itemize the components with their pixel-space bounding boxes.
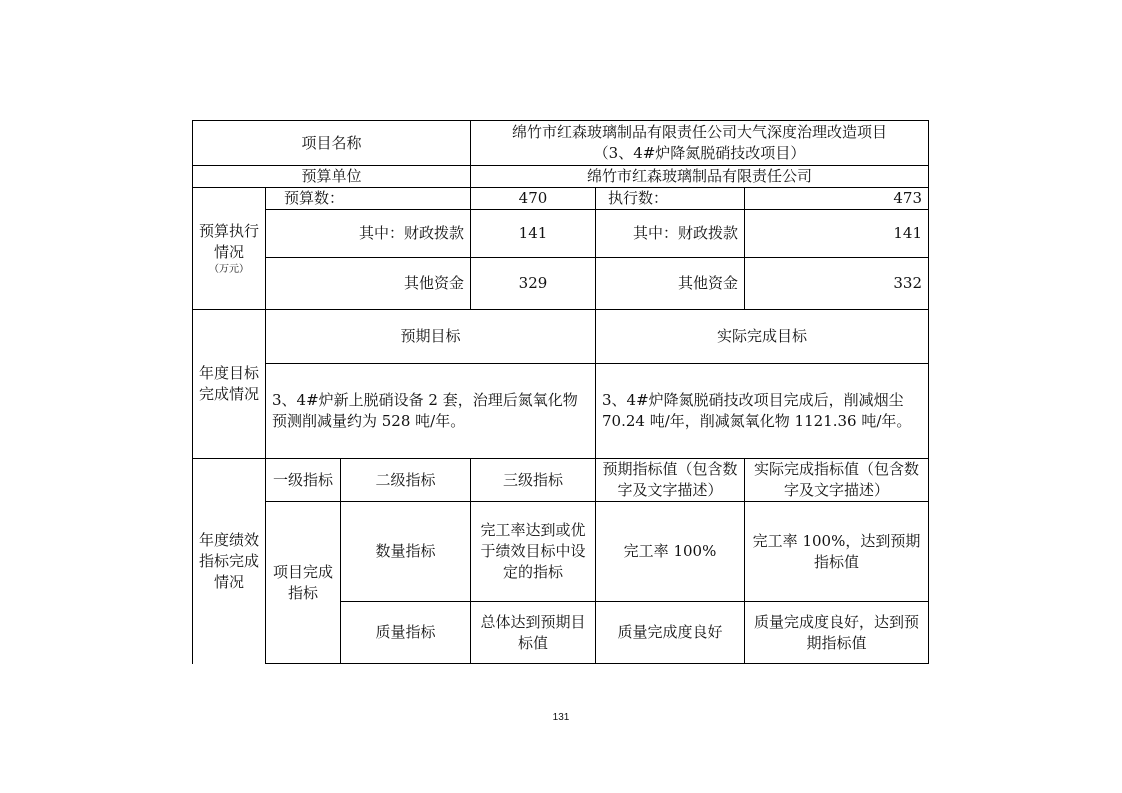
exec-amount-value: 473	[745, 188, 929, 210]
level3-header: 三级指标	[471, 459, 596, 502]
other-budget-value: 329	[471, 258, 596, 310]
budget-section-label	[193, 188, 266, 310]
level1-header: 一级指标	[266, 459, 341, 502]
quality-expected: 质量完成度良好	[596, 602, 745, 664]
project-name-value	[471, 121, 929, 166]
page-number: 131	[552, 712, 570, 723]
fiscal-budget-value: 141	[471, 210, 596, 258]
quantity-expected: 完工率 100%	[596, 502, 745, 602]
performance-table	[192, 120, 929, 664]
quality-level2: 质量指标	[341, 602, 471, 664]
performance-section-label: 年度绩效指标完成情况	[193, 459, 266, 664]
project-name-line1: 绵竹市红森玻璃制品有限责任公司大气深度治理改造项目	[511, 123, 887, 141]
level1-value: 项目完成指标	[266, 502, 341, 664]
other-budget-label: 其他资金	[266, 258, 471, 310]
expected-goal-text: 3、4#炉新上脱硝设备 2 套，治理后氮氧化物预测削减量约为 528 吨/年。	[266, 364, 596, 459]
expected-goal-header: 预期目标	[266, 310, 596, 364]
budget-unit-label: 预算单位	[193, 166, 471, 188]
budget-unit-value: 绵竹市红森玻璃制品有限责任公司	[471, 166, 929, 188]
quality-level3: 总体达到预期目标值	[471, 602, 596, 664]
fiscal-exec-label: 其中：财政拨款	[596, 210, 745, 258]
quantity-level2: 数量指标	[341, 502, 471, 602]
exec-amount-label: 执行数：	[596, 188, 745, 210]
other-exec-label: 其他资金	[596, 258, 745, 310]
expected-value-header: 预期指标值（包含数字及文字描述）	[596, 459, 745, 502]
fiscal-budget-label: 其中：财政拨款	[266, 210, 471, 258]
project-name-line2: （3、4#炉降氮脱硝技改项目）	[593, 144, 806, 162]
actual-value-header: 实际完成指标值（包含数字及文字描述）	[745, 459, 929, 502]
project-name-label: 项目名称	[193, 121, 471, 166]
budget-amount-value: 470	[471, 188, 596, 210]
fiscal-exec-value: 141	[745, 210, 929, 258]
annual-goal-label: 年度目标完成情况	[193, 310, 266, 459]
level2-header: 二级指标	[341, 459, 471, 502]
actual-goal-text: 3、4#炉降氮脱硝技改项目完成后，削减烟尘 70.24 吨/年，削减氮氧化物 1121.36 吨/年。	[596, 364, 929, 459]
actual-goal-header: 实际完成目标	[596, 310, 929, 364]
quantity-level3: 完工率达到或优于绩效目标中设定的指标	[471, 502, 596, 602]
quality-actual: 质量完成度良好，达到预期指标值	[745, 602, 929, 664]
other-exec-value: 332	[745, 258, 929, 310]
budget-section-title: 预算执行情况	[199, 221, 260, 261]
quantity-actual: 完工率 100%，达到预期指标值	[745, 502, 929, 602]
budget-amount-label: 预算数：	[266, 188, 471, 210]
budget-section-unit: （万元）	[209, 263, 249, 275]
